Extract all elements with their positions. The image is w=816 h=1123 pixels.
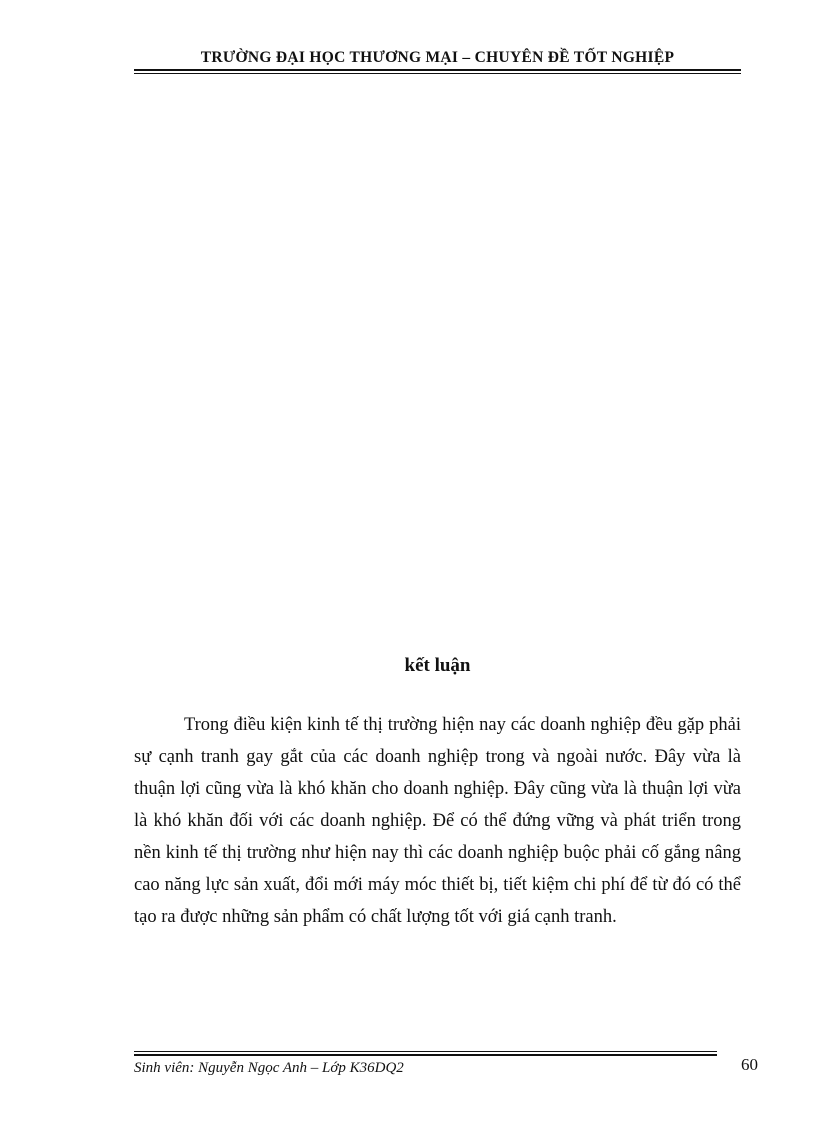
conclusion-paragraph: Trong điều kiện kinh tế thị trường hiện nay các doanh nghiệp đều gặp phải sự cạnh tranh gay gắt của các doanh nghiệp trong và ngoài nước. Đây vừa là thuận lợi cũng vừa là khó khăn cho doanh nghiệp. Đây cũng vừa là thuận lợi vừa là khó khăn đối với các doanh nghiệp. Để có thể đứng vững và phát triển trong nền kinh tế thị trường như hiện nay thì các doanh nghiệp buộc phải cố gắng nâng cao năng lực sản xuất, đổi mới máy móc thiết bị, tiết kiệm chi phí để từ đó có thể tạo ra được những sản phẩm có chất lượng tốt với giá cạnh tranh. xyxy=(134,715,741,927)
section-title: kết luận xyxy=(404,655,471,676)
page-header xyxy=(134,48,741,74)
footer-student-info: Sinh viên: Nguyễn Ngọc Anh – Lớp K36DQ2 xyxy=(134,1060,404,1076)
footer-rule xyxy=(134,1051,717,1056)
header-title: TRƯỜNG ĐẠI HỌC THƯƠNG MẠI – CHUYÊN ĐỀ TỐT NGHIỆP xyxy=(200,49,675,66)
footer-rule-thick xyxy=(134,1054,717,1056)
header-rule-thin xyxy=(134,73,741,74)
page-number: 60 xyxy=(741,1055,758,1074)
